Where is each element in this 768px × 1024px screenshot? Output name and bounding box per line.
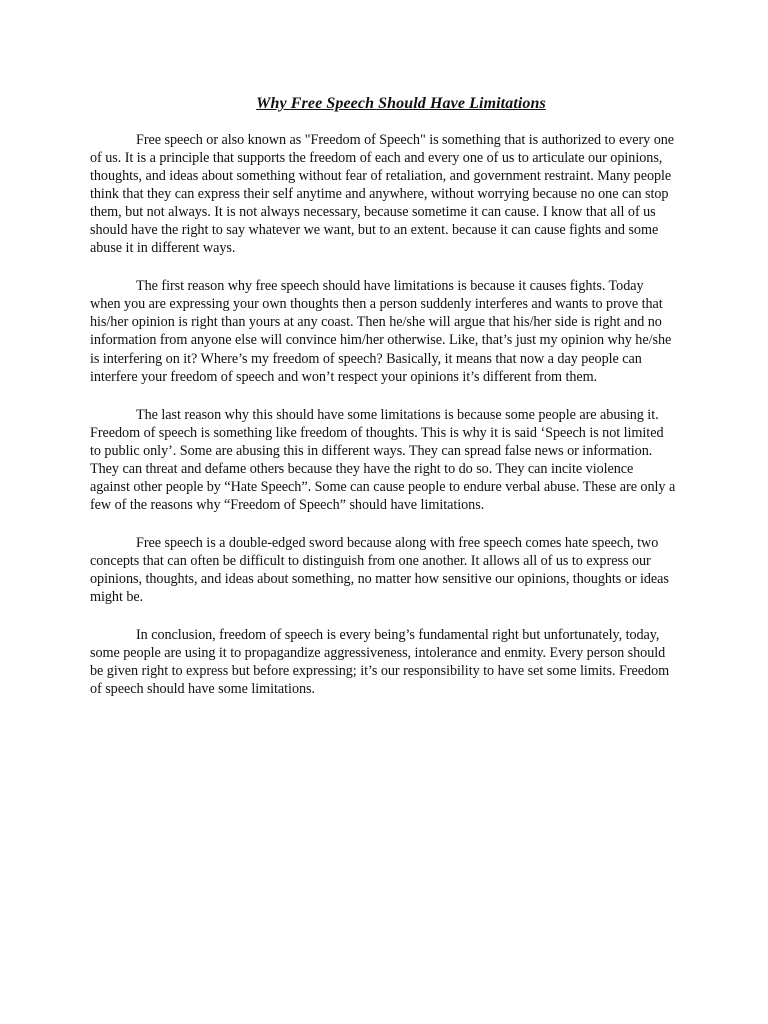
paragraph-first-reason: The first reason why free speech should have limitations is because it causes fights. Today when you are expressing your own thoughts then a person suddenly interferes and wants to prove that his/her opinion is right than yours at any coast. Then he/she will argue that his/her side is right and no information from anyone else will convince him/her otherwise. Like, that’s just my opinion why he/she is interfering on it? Where’s my freedom of speech? Basically, it means that now a day people can interfere your freedom of speech and won’t respect your opinions it’s different from them.: [90, 278, 672, 385]
document-title: Why Free Speech Should Have Limitations: [256, 95, 546, 112]
paragraph-conclusion: In conclusion, freedom of speech is every being’s fundamental right but unfortunately, today, some people are using it to propagandize aggressiveness, intolerance and enmity. Every person should be given right to express but before expressing; it’s our responsibility to have set some limits. Freedom of speech should have some limitations.: [90, 627, 670, 698]
paragraph-last-reason: The last reason why this should have some limitations is because some people are abusing it. Freedom of speech is something like freedom of thoughts. This is why it is said ‘Speech is not limited to public only’. Some are abusing this in different ways. They can spread false news or information. They can threat and defame others because they have the right to do so. They can incite violence against other people by “Hate Speech”. Some can cause people to endure verbal abuse. These are only a few of the reasons why “Freedom of Speech” should have limitations.: [90, 406, 676, 513]
paragraph-double-edged-sword: Free speech is a double-edged sword because along with free speech comes hate speech, two concepts that can often be difficult to distinguish from one another. It allows all of us to express our opinions, thoughts, and ideas about something, no matter how sensitive our opinions, thoughts or ideas might be.: [90, 534, 669, 606]
paragraph-introduction: Free speech or also known as "Freedom of Speech" is something that is authorized to every one of us. It is a principle that supports the freedom of each and every one of us to articulate our opinions, thoughts, and ideas about something without fear of retaliation, and government restraint. Many people think that they can express their self anytime and anywhere, without worrying because no one can stop them, but not always. It is not always necessary, because sometime it can cause. I know that all of us should have the right to say whatever we want, but to an extent. because it can cause fights and some abuse it in different ways.: [90, 132, 675, 257]
